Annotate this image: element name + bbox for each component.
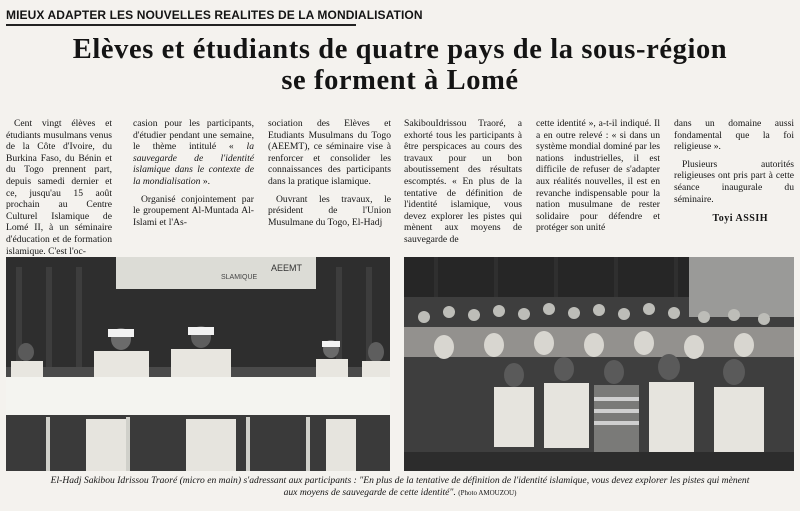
photo-officials-table [6,257,390,471]
column-2-theme: la sauvegarde de l'identité islamique dans le contexte de la mondialisation [133,141,254,187]
headline-line-2: se forment à Lomé [281,65,519,96]
article-column-5 [536,118,660,240]
photo-officials-illustration [6,257,390,471]
article-column-4 [404,118,522,252]
author-signature: Toyi ASSIH [712,213,768,225]
photo-participants-audience [404,257,794,471]
photo-credit: (Photo AMOUZOU) [458,489,517,497]
article-column-1 [6,118,112,263]
column-2-paragraph-1 [133,118,254,188]
headline-line-1: Elèves et étudiants de quatre pays de la sous-région [72,34,728,65]
article-column-6 [674,118,794,225]
caption-line-1: El-Hadj Sakibou Idrissou Traoré (micro en main) s'adressant aux participants : "En plus de la tentative de définition de l'identité islamique, vous devez explorer les pistes qui mènent [50,475,750,486]
column-3-paragraph-2: Ouvrant les travaux, le président de l'Union Musulmane du Togo, El-Hadj [268,193,391,228]
article-headline [0,34,800,96]
column-2-text-b: ». [200,175,211,187]
column-6-paragraph-1: dans un domaine aussi fondamental que la foi religieuse ». [674,118,794,153]
banner-text-2: SLAMIQUE [221,274,258,281]
column-5-text: cette identité », a-t-il indiqué. Il a en outre relevé : « si dans un système mondial dominé par les nations industrielles, il est difficile de refuser de s'adapter aux réalités nouvelles, il est en revanche indispensable pour la nation musulmane de rester solidaire pour défendre et protéger son unité [536,118,660,234]
article-column-2 [133,118,254,234]
banner-text: AEEMT [271,263,303,273]
column-6-paragraph-2: Plusieurs autorités religieuses ont pris part à cette séance inaugurale du séminaire. [674,158,794,205]
column-2-text-a: casion pour les participants, d'étudier pendant une semaine, le thème intitulé « [133,118,254,153]
caption-line-2-text: aux moyens de sauvegarde de cette identité". [283,487,456,498]
article-column-3 [268,118,391,234]
column-4-text: SakibouIdrissou Traoré, a exhorté tous les participants à être perspicaces au cours des travaux pour un bon aboutissement des résultats escomptés. « En plus de la tentative de définition de l'identité islamique, vous devez explorer les pistes qui mènent aux moyens de sauvegarde de [404,118,522,245]
column-1-text: Cent vingt élèves et étudiants musulmans venus de la Côte d'Ivoire, du Burkina Faso, du Bénin et du Togo prennent part, depuis samedi dernier et ce, jusqu'au 15 août prochain au Centre Culturel Islamique de Lomé II, à un séminaire d'éducation et de formation islamique. C'est l'oc- [6,118,112,257]
photo-caption [6,475,794,499]
column-3-paragraph-1: sociation des Elèves et Etudiants Musulmans du Togo (AEEMT), ce séminaire vise à renforcer et consolider les connaissances des participants dans la pratique islamique. [268,118,391,187]
caption-line-2 [6,487,794,499]
photo-audience-illustration [404,257,794,471]
section-rubric: MIEUX ADAPTER LES NOUVELLES REALITES DE LA MONDIALISATION [6,8,356,26]
column-2-paragraph-2: Organisé conjointement par le groupement Al-Muntada Al-Islami et l'As- [133,193,254,228]
